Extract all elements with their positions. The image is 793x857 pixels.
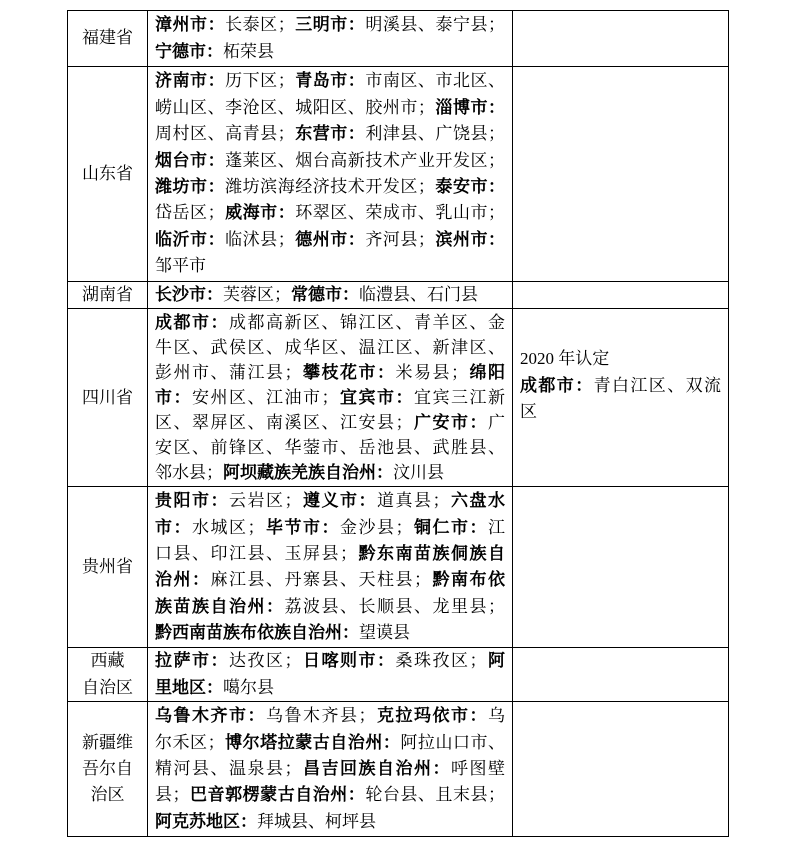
city-name: 阿坝藏族羌族自治州： [223,463,393,483]
text-line [520,373,721,399]
district-list: 崂山区、李沧区、城阳区、胶州市； [155,97,435,117]
text-line [155,410,505,435]
table-row [68,67,729,282]
city-name: 族苗族自治州： [155,596,285,616]
city-name: 遵义市： [301,491,377,511]
city-name: 成都市： [520,375,594,395]
text-line [155,68,505,94]
text-line [520,399,721,425]
district-list: 轮台县、且末县； [365,785,506,805]
city-name: 阿克苏地区： [155,811,257,831]
note-content [520,346,721,425]
areas-cell [148,487,513,648]
table-row [68,702,729,837]
text-line [155,39,505,65]
text-line [155,148,505,174]
note-heading: 2020 年认定 [520,349,610,369]
text-line [155,121,505,147]
district-list: 乌 [488,706,505,726]
district-list: 广 [488,413,505,433]
district-list: 精河县、温泉县； [155,759,302,779]
city-name: 三明市： [294,15,366,35]
text-line [155,12,505,38]
province-cell [68,702,148,837]
text-line [155,227,505,253]
district-list: 望谟县 [359,623,410,643]
text-line [155,310,505,335]
district-list: 成都高新区、锦江区、青羊区、金 [229,313,505,333]
text-line [155,782,505,808]
city-name: 六盘水 [449,491,505,511]
areas-cell [148,67,513,282]
city-name: 乌鲁木齐市： [155,706,266,726]
city-name: 绵阳 [468,363,505,383]
city-name: 铜仁市： [412,517,488,537]
city-name: 黔西南苗族布依族自治州： [155,623,359,643]
city-name: 临沂市： [155,229,226,249]
text-line [155,95,505,121]
district-list: 牛区、武侯区、成华区、温江区、新津区、 [155,338,505,358]
city-name: 烟台市： [155,150,226,170]
province-cell [68,309,148,487]
city-name: 贵阳市： [155,491,229,511]
city-name: 威海市： [224,203,296,223]
text-line [155,675,505,701]
district-list: 市南区、市北区、 [365,71,506,91]
district-list: 岱岳区； [155,203,225,223]
city-name: 昌吉回族自治州： [301,759,451,779]
city-name: 毕节市： [264,517,340,537]
district-list: 尔禾区； [155,732,225,752]
district-list: 青白江区、双流 [593,375,722,395]
city-name: 巴音郭楞蒙古自治州： [189,785,366,805]
city-name: 淄博市： [434,97,506,117]
district-list: 明溪县、泰宁县； [365,15,506,35]
district-list: 利津县、广饶县； [365,124,506,144]
district-list: 县； [155,785,190,805]
district-list: 区 [520,402,537,422]
province-name: 山东省 [82,163,133,183]
city-name: 治州： [155,570,211,590]
district-list: 金沙县； [340,517,413,537]
province-name: 自治区 [82,677,133,697]
city-name: 阿 [486,651,505,671]
district-list: 麻江县、丹寨县、天柱县； [210,570,431,590]
city-name: 常德市： [291,285,359,304]
district-list: 柘荣县 [223,41,274,61]
city-name: 成都市： [155,313,229,333]
city-name: 黔东南苗族侗族自 [357,544,505,563]
district-list: 米易县； [395,363,468,383]
notes-cell [513,309,729,487]
text-line [155,515,505,541]
district-list: 阿拉山口市、 [400,732,506,752]
text-line [155,730,505,756]
text-line [155,620,505,646]
province-name: 西藏 [90,651,125,671]
district-list: 潍坊滨海经济技术开发区； [225,177,435,196]
district-list: 彭州市、蒲江县； [155,363,302,383]
areas-cell [148,11,513,67]
district-list: 桑珠孜区； [395,651,487,671]
province-cell [68,11,148,67]
notes-cell [513,67,729,282]
table-row [68,282,729,309]
city-name: 青岛市： [294,71,366,91]
city-name: 克拉玛依市： [375,706,488,726]
text-line [155,703,505,729]
district-list: 蓬莱区、烟台高新技术产业开发区； [225,150,506,170]
city-name: 漳州市： [155,15,226,35]
district-list: 环翠区、荣成市、乳山市； [295,203,506,223]
district-list: 汶川县 [393,463,444,483]
province-name: 湖南省 [82,285,133,304]
notes-cell [513,702,729,837]
text-line [155,488,505,514]
text-line [155,435,505,460]
table-row [68,11,729,67]
text-line [155,809,505,835]
notes-cell [513,648,729,702]
district-list: 呼图壁 [451,759,505,779]
areas-cell [148,702,513,837]
district-list: 邹平市 [155,256,206,276]
district-list: 噶尔县 [223,677,274,697]
city-name: 拉萨市： [155,651,229,671]
text-line [155,756,505,782]
district-list: 芙蓉区； [223,285,291,304]
city-name: 东营市： [294,124,366,144]
city-name: 宜宾市： [338,388,414,408]
district-list: 周村区、高青县； [155,124,295,144]
district-list: 口县、印江县、玉屏县； [155,544,357,563]
district-list: 邻水县； [155,463,223,483]
province-name: 吾尔自 [82,759,133,779]
district-list: 江 [488,517,505,537]
district-list: 临沭县； [225,229,295,249]
text-line [155,541,505,567]
district-list: 临澧县、石门县 [359,285,478,304]
city-name: 攀枝花市： [301,363,396,383]
province-name: 四川省 [82,387,133,407]
district-list: 安州区、江油市； [192,388,339,408]
city-name: 日喀则市： [301,651,396,671]
district-list: 道真县； [377,491,450,511]
province-cell [68,648,148,702]
text-line [155,460,505,485]
text-line [155,567,505,593]
text-line [155,648,505,674]
region-table [67,10,729,837]
district-list: 云岩区； [229,491,302,511]
city-name: 长沙市： [155,285,223,304]
text-line [155,360,505,385]
city-name: 济南市： [155,71,226,91]
city-name: 里地区： [155,677,223,697]
notes-cell [513,282,729,309]
province-name: 治区 [90,785,125,805]
city-name: 潍坊市： [155,177,226,196]
text-line [155,335,505,360]
city-name: 市： [155,388,192,408]
text-line [155,253,505,279]
province-cell [68,67,148,282]
city-name: 广安市： [412,413,488,433]
district-list: 区、翠屏区、南溪区、江安县； [155,413,413,433]
text-line [155,385,505,410]
table-row [68,487,729,648]
text-line [155,282,505,308]
city-name: 黔南布依 [431,570,505,590]
areas-cell [148,282,513,309]
areas-cell [148,648,513,702]
table-row [68,648,729,702]
city-name: 滨州市： [434,229,506,249]
city-name: 德州市： [294,229,366,249]
district-list: 安区、前锋区、华蓥市、岳池县、武胜县、 [155,438,505,458]
city-name: 泰安市： [434,177,506,196]
district-list: 乌鲁木齐县； [266,706,376,726]
text-line [155,200,505,226]
table-body [68,11,729,837]
province-name: 贵州省 [82,557,133,577]
province-cell [68,282,148,309]
table-row [68,309,729,487]
text-line [155,594,505,620]
notes-cell [513,11,729,67]
district-list: 拜城县、柯坪县 [257,811,376,831]
district-list: 荔波县、长顺县、龙里县； [284,596,505,616]
areas-cell [148,309,513,487]
district-list: 达孜区； [229,651,302,671]
district-list: 宜宾三江新 [414,388,505,408]
text-line [155,174,505,200]
city-name: 博尔塔拉蒙古自治州： [224,732,401,752]
city-name: 市： [155,517,192,537]
district-list: 历下区； [225,71,295,91]
city-name: 宁德市： [155,41,223,61]
province-cell [68,487,148,648]
province-name: 福建省 [82,28,133,48]
province-name: 新疆维 [82,732,133,752]
district-list: 长泰区； [225,15,295,35]
district-list: 齐河县； [365,229,435,249]
notes-cell [513,487,729,648]
district-list: 水城区； [192,517,265,537]
